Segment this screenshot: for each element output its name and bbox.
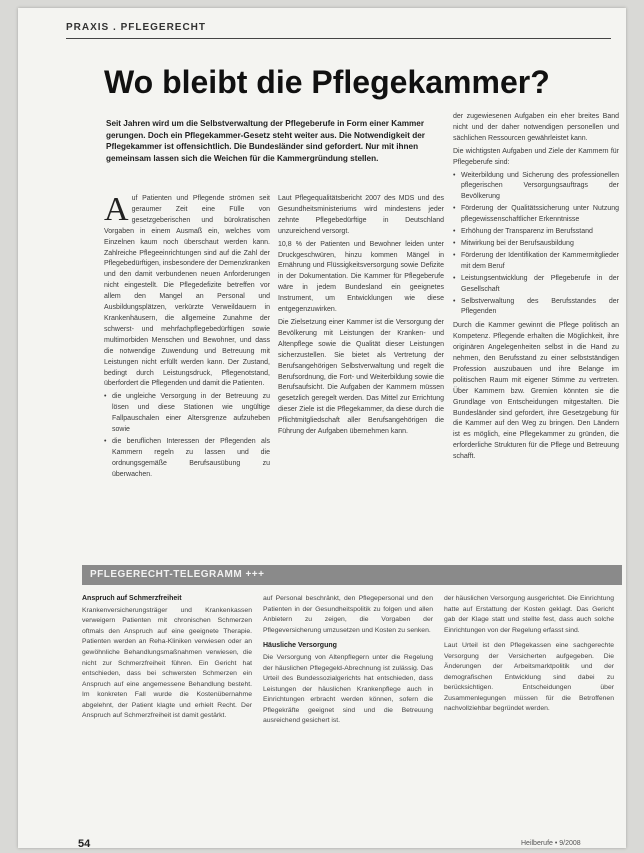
drop-cap: A	[104, 194, 129, 228]
list-item: • Förderung der Identifikation der Kammermitglieder mit dem Beruf	[461, 251, 619, 273]
list-item: • Mitwirkung bei der Berufsausbildung	[461, 239, 619, 250]
news-text: der häuslichen Versorgung ausgerichtet. Die Einrichtung hatte auf Erstattung der Kosten geklagt. Das Gericht gab der Klage statt und stellte fest, dass auch solche Einrichtungen von der Regelung erfasst sind.	[444, 595, 614, 634]
magazine-page	[18, 8, 626, 848]
article-column-2	[278, 194, 444, 552]
publication-footer: Heilberufe • 9/2008	[521, 840, 581, 847]
list-item: • Weiterbildung und Sicherung des professionellen pflegerischen Versorgungsauftrags der Bevölkerung	[461, 171, 619, 204]
telegram-banner	[82, 565, 622, 585]
paragraph: der zugewiesenen Aufgaben ein eher breites Band nicht und der daher notwendigen personellen und sächlichen Ressourcen gewährleistet kann.	[453, 113, 619, 142]
first-paragraph	[104, 194, 270, 390]
news-text: Laut Urteil ist den Pflegekassen eine sachgerechte Versorgung der Versicherten aufgegeben. Die Änderungen der Arbeitsmarktpolitik und der demografischen Entwicklung sind dabei zu berücksichtigen. Entscheidungen über Zusammenlegungen müssen für die Betroffenen nachvollziehbar begründet werden.	[444, 642, 614, 713]
article-column-3	[453, 112, 619, 552]
news-heading: Häusliche Versorgung	[263, 642, 337, 650]
list-item: • Selbstverwaltung des Berufsstandes der Pflegenden	[461, 297, 619, 319]
header-rule	[66, 38, 611, 39]
telegram-column-3	[444, 594, 614, 830]
telegram-column-2	[263, 594, 433, 830]
list-item: • Erhöhung der Transparenz im Berufsstand	[461, 227, 619, 238]
paragraph: Die wichtigsten Aufgaben und Ziele der Kammern für Pflegeberufe sind:	[453, 147, 619, 166]
page-number: 54	[78, 838, 91, 850]
news-text: auf Personal beschränkt, den Pflegepersonal und den Patienten in der Gesundheitspolitik zu folgen und allen Anbietern zu zeigen, die Vorgaben der Pflegeversicherung umzusetzen und Kosten zu senken.	[263, 595, 433, 634]
news-text: Krankenversicherungsträger und Krankenkassen verweigern Patienten mit chronischen Schmerzen oftmals den Anspruch auf eine geeignete Therapie. Patienten werden an Reha-Kliniken verwiesen oder an gewöhnliche Behandlungsmaßnahmen verwiesen, die nicht zur Schmerzfreiheit führen. Ein Gericht hat entschieden, dass bei schwersten Schmerzen ein Anspruch auf eine angemessene Behandlung besteht. Im konkreten Fall wurde die Kostenübernahme abgelehnt, der Patient klagte und erhielt Recht. Der Anspruch auf Schmerzfreiheit ist damit gestärkt.	[82, 606, 252, 720]
paragraph-text: uf Patienten und Pflegende strömen seit geraumer Zeit eine Fülle von gesetzgeberischen und bürokratischen Vorgaben in einem Ausmaß ein, welches vom Einzelnen kaum noch überschaut werden kann. Zahlreiche Pflegeeinrichtungen sind auf die Zahl der Pflegebedürftigen, insbesondere der Demenzkranken und den damit verbundenen neuen Anforderungen nicht eingestellt. Die Pflegedefizite betreffen vor allem den Mangel an Personal und Ausbildungsplätzen, verkürzte Verweildauern in Krankenhäusern, die allgemeine Zunahme der schwerst- und mehrfachpflegebedürftigen sowie multimorbiden Menschen und Bewohner, und dass die notwendige Zuwendung und Betreuung mit Leistungen nicht erfüllt werden kann. Der Zustand, bedingt durch Leistungsdruck, Pflegenotstand, überfordert die Pflegenden und damit die Patienten.	[104, 195, 270, 388]
telegram-column-1	[82, 594, 252, 830]
news-heading: Anspruch auf Schmerzfreiheit	[82, 595, 182, 602]
news-text: Die Versorgung von Altenpflegern unter die Regelung der häuslichen Pflegegeld-Abrechnung ist zulässig. Das Urteil des Bundessozialgerichts hat entschieden, dass Leistungen der häuslichen Krankenpflege auch in Einrichtungen erbracht werden können, sofern die Pflegekräfte geeignet sind und die Betreuung ausreichend gesichert ist.	[263, 653, 433, 725]
paragraph: 10,8 % der Patienten und Bewohner leiden unter Druckgeschwüren, hinzu kommen Mängel in Ernährung und Flüssigkeitsversorgung sowie Defizite in der Dokumentation. Die Kammer für Pflegeberufe wäre in jedem Bundesland ein geeignetes Instrument, um Entwicklungen wie diese entgegenzuwirken.	[278, 240, 444, 314]
running-head: PRAXIS . PFLEGERECHT	[66, 22, 207, 33]
list-item: • die ungleiche Versorgung in der Betreuung zu lösen und diese Stationen wie ungültige Fallpauschalen einer Altersgrenze aufzuheben sowie	[112, 392, 270, 436]
list-item: • die beruflichen Interessen der Pflegenden als Kammern regeln zu lassen und die ordnungsgemäße Berufsausübung zu überwachen.	[112, 437, 270, 481]
article-title: Wo bleibt die Pflegekammer?	[104, 64, 550, 100]
goals-list	[453, 171, 619, 319]
article-column-1	[104, 194, 270, 552]
bullet-list	[104, 392, 270, 480]
paragraph: Laut Pflegequalitätsbericht 2007 des MDS und des Gesundheitsministeriums wird mindestens jeder zehnte Pflegebedürftige in Deutschland unzureichend versorgt.	[278, 195, 444, 235]
paragraph: Die Zielsetzung einer Kammer ist die Versorgung der Bevölkerung mit Leistungen der Kranken- und Altenpflege sowie die Qualität dieser Leistungen sicherzustellen. Sie bietet als Vertretung der Berufsangehörigen Selbstverwaltung und regelt die Berufsordnung, die Fort- und Weiterbildung sowie die Berufsaufsicht. Die Aufgaben der Kammern müssen gesetzlich geregelt werden. Das Mittel zur Errichtung dieser Ziele ist die Pflegekammer, da diese durch die Pflichtmitgliedschaft aller Berufsangehörigen die Führung der Aufgaben übernehmen kann.	[278, 318, 444, 436]
paragraph: Durch die Kammer gewinnt die Pflege politisch an Kompetenz. Pflegende erhalten die Möglichkeit, ihre originären Angelegenheiten selbst in die Hand zu nehmen, den Berufsstand zu einer selbstständigen Profession auszubauen und ihre Belange im politischen Raum mit eigener Stimme zu vertreten. Über Kammern bzw. Gremien könnten sie die Grundlage von Entscheidungen mitgestalten. Die Bundesländer sind gefordert, ihre Gesetzgebung für die Kammer auf den Weg zu bringen. Den Ländern ist es möglich, eine Pflegekammer zu gründen, die erforderliche Strukturen für die Pflege und Betreuung schafft.	[453, 322, 619, 461]
list-item: • Förderung der Qualitätssicherung unter Nutzung pflegewissenschaftlicher Erkenntnisse	[461, 204, 619, 226]
list-item: • Leistungsentwicklung der Pflegeberufe in der Gesellschaft	[461, 274, 619, 296]
telegram-banner-title: PFLEGERECHT-TELEGRAMM +++	[90, 569, 265, 580]
article-intro: Seit Jahren wird um die Selbstverwaltung der Pflegeberufe in Form einer Kammer gerungen. Doch ein Pflegekammer-Gesetz steht weiter aus. Die Notwendigkeit der Pflegekammer ist offensichtlich. Die Bundesländer sind gefordert. Nur mit ihnen gemeinsam lassen sich die Weichen für die Kammergründung stellen.	[106, 119, 425, 163]
